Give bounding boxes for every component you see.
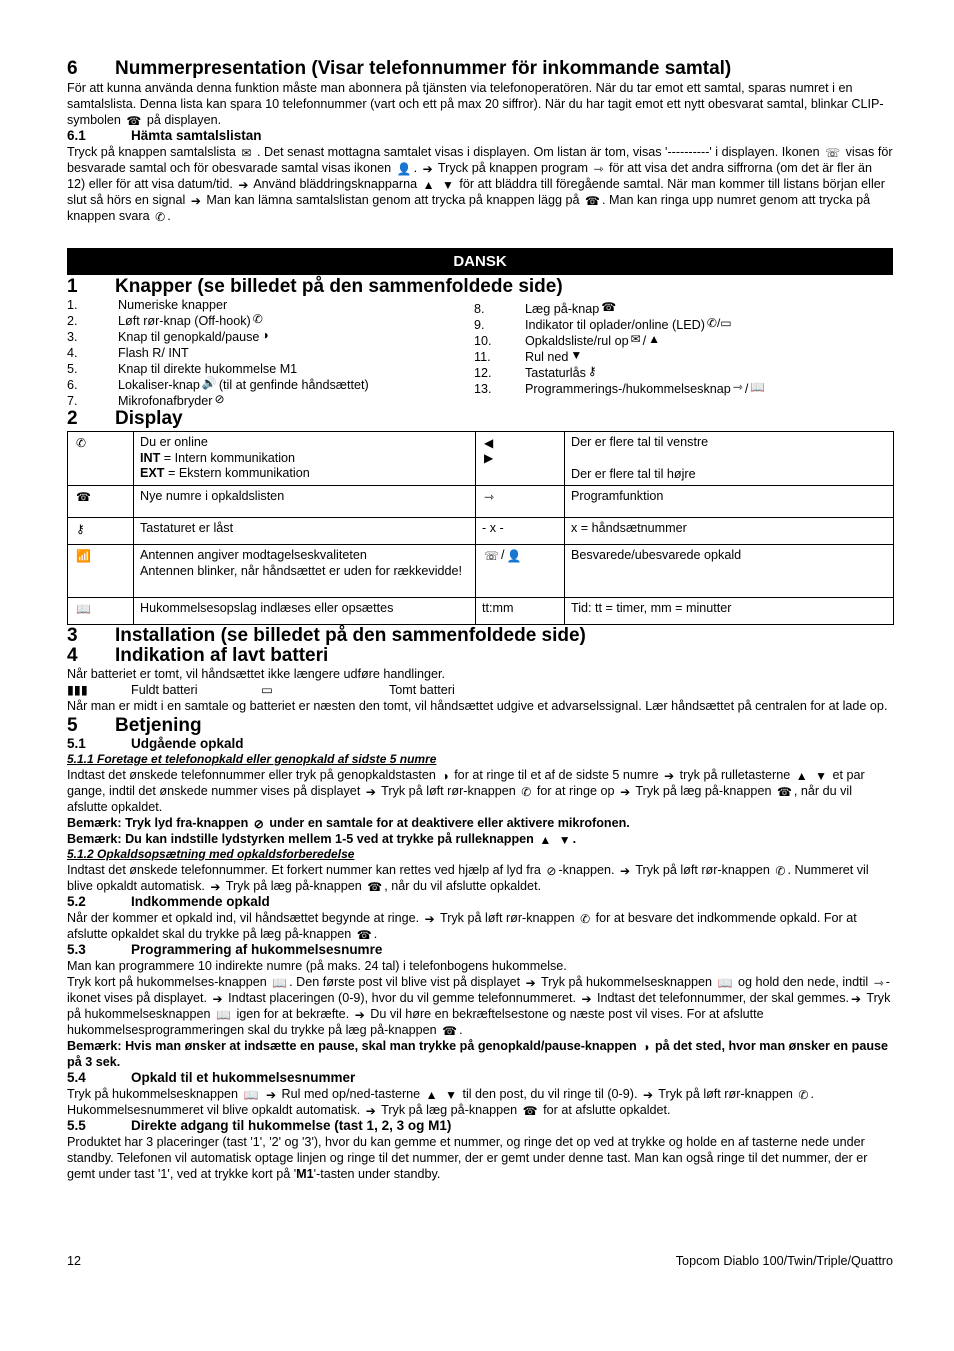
item-label: Numeriske knapper <box>118 298 228 312</box>
section-title: Udgående opkald <box>131 736 244 751</box>
redial-icon: ◑ <box>261 328 269 342</box>
offhook-icon: ✆ <box>252 312 263 326</box>
key-icon: ⚷ <box>76 521 85 536</box>
text: . Den første post vil blive vist på displayet <box>289 975 521 989</box>
text: . <box>459 1023 463 1037</box>
paragraph <box>67 1134 893 1182</box>
text: Man kan lämna samtalslistan genom att trycka på knappen lägg på <box>206 193 580 207</box>
down-triangle-icon: ▼ <box>445 1087 457 1102</box>
text: -ikonet vises på displayet. <box>67 975 890 1005</box>
text: . <box>413 161 418 175</box>
cell-text: = Ekstern kommunikation <box>164 466 310 480</box>
section-4-heading <box>67 646 893 666</box>
note <box>67 815 893 831</box>
person-icon: 👤 <box>506 548 522 563</box>
text: et par gange, indtil det ønskede nummer vises på displayet <box>67 768 865 798</box>
person-icon: 👤 <box>396 161 412 176</box>
section-title: Knapper (se billedet på den sammenfoldede side) <box>115 276 563 297</box>
book-icon: 📖 <box>750 380 766 394</box>
paragraph <box>67 862 893 894</box>
text: . Hukommelsesnummeret vil blive opkaldt automatisk. <box>67 1087 814 1117</box>
cell-text-bold: EXT <box>140 466 165 480</box>
item-number: 4. <box>67 346 78 360</box>
program-icon: ⇾ <box>593 161 604 176</box>
telephone-icon: ☎ <box>126 113 142 128</box>
list-item <box>474 317 881 333</box>
cell-text: / <box>501 548 505 562</box>
arrow-right-icon: ➔ <box>238 177 249 192</box>
battery-label: Tomt batteri <box>389 683 455 697</box>
table-row <box>68 432 894 486</box>
down-triangle-icon: ▼ <box>815 768 828 783</box>
envelope-icon: ✉ <box>630 332 641 346</box>
list-item <box>67 377 474 393</box>
battery-full-icon: ▮▮▮ <box>67 683 88 697</box>
mute-icon: ⊘ <box>546 863 557 878</box>
language-bar: DANSK <box>67 248 893 275</box>
arrow-right-icon: ➔ <box>581 991 592 1006</box>
document-page <box>67 58 893 1182</box>
down-triangle-icon: ▼ <box>442 177 454 192</box>
section-5-5-heading <box>67 1118 893 1134</box>
mute-icon: ⊘ <box>253 816 264 831</box>
table-cell: Tastaturet er låst <box>134 518 476 545</box>
table-cell <box>565 432 894 486</box>
paragraph <box>67 1086 893 1118</box>
paragraph: Når man er midt i en samtale og batteriet er næsten den tomt, vil håndsættet udgive et advarselssignal. Lær håndsættet på centralen for at lade op. <box>67 699 888 713</box>
up-triangle-icon: ▲ <box>425 1087 438 1102</box>
text: Bemærk: Hvis man ønsker at indsætte en pause, skal man trykke på genopkald/pause-knappen <box>67 1039 637 1053</box>
section-2-heading <box>67 409 893 429</box>
text: og hold den nede, indtil <box>737 975 869 989</box>
list-item <box>67 361 474 377</box>
item-number: 11. <box>474 350 491 364</box>
text: . <box>572 832 577 846</box>
paragraph <box>67 974 893 1038</box>
item-label: Programmerings-/hukommelsesknap <box>525 382 731 396</box>
item-label: Tastaturlås <box>525 366 586 380</box>
section-number: 6 <box>67 58 78 79</box>
item-number: 10. <box>474 334 492 348</box>
list-item <box>474 301 881 317</box>
section-number: 4 <box>67 645 78 666</box>
text: för att visa det andra siffrorna (om det är fler än 12) eller för att visa datum/tid. <box>67 161 872 191</box>
offhook-icon: ✆ <box>798 1087 809 1102</box>
section-title: Display <box>115 408 183 429</box>
text: for at ringe op <box>536 784 615 798</box>
arrow-right-icon: ➔ <box>851 991 862 1006</box>
section-title: Opkald til et hukommelsesnummer <box>131 1070 356 1085</box>
subsection-heading: 5.1.1 Foretage et telefonopkald eller genopkald af sidste 5 numre <box>67 752 437 766</box>
table-cell <box>68 486 134 518</box>
list-item: 10. Opkaldsliste/rul op ✉ / ▲ <box>474 332 661 348</box>
section-5-2-heading <box>67 894 893 910</box>
section-5-1-heading <box>67 736 893 752</box>
table-cell: tt:mm <box>476 598 565 625</box>
section-5-4-heading <box>67 1070 893 1086</box>
text: Bemærk: Tryk lyd fra-knappen <box>67 816 249 830</box>
item-number: 3. <box>67 330 78 344</box>
section-title: Installation (se billedet på den sammenfoldede side) <box>115 625 586 646</box>
section-3-heading <box>67 626 893 646</box>
text: på det sted, hvor man ønsker en pause på 3 sek. <box>67 1039 889 1069</box>
item-label: Rul ned <box>525 350 569 364</box>
antenna-icon: 📶 <box>76 548 91 563</box>
arrow-right-icon: ➔ <box>365 784 376 799</box>
text: Tryck på knappen program <box>437 161 588 175</box>
table-cell <box>476 432 565 486</box>
paragraph <box>67 910 893 942</box>
item-number: 6. <box>67 378 78 392</box>
table-cell <box>68 518 134 545</box>
cell-text: Der er flere tal til højre <box>571 466 696 481</box>
program-icon: ⇾ <box>732 380 743 394</box>
paragraph <box>67 767 893 815</box>
section-title: Nummerpresentation (Visar telefonnummer för inkommande samtal) <box>115 58 732 79</box>
item-number: 7. <box>67 394 78 408</box>
table-cell: Programfunktion <box>565 486 894 518</box>
text: . Man kan ringa upp numret genom att trycka på knappen svara <box>67 193 871 223</box>
locate-icon: 🔊 <box>201 376 217 390</box>
text: Produktet har 3 placeringer (tast '1', '2' og '3'), hvor du kan gemme et nummer, og ringe det op ved at trykke og holde en af tasterne nede under standby. Telefonen vil automatisk optage linjen og ringe til det nummer, der er gemt under denne tast. Man kan også ringe til det nummer, der er gemt under tast '1', ved at trykke kort på ' <box>67 1135 868 1181</box>
section-number: 1 <box>67 276 78 297</box>
section-number: 3 <box>67 625 78 646</box>
person-call-icon: ☏ <box>825 145 841 160</box>
hangup-icon: ☎ <box>522 1103 538 1118</box>
item-number: 12. <box>474 366 492 380</box>
hangup-icon: ☎ <box>601 300 617 314</box>
text: Använd bläddringsknapparna <box>253 177 418 191</box>
section-5-heading <box>67 716 893 736</box>
item-number: 13. <box>474 382 492 396</box>
hangup-icon: ☎ <box>356 927 372 942</box>
table-cell <box>68 432 134 486</box>
list-item <box>474 349 881 365</box>
list-item <box>474 365 881 381</box>
section-number: 5.5 <box>67 1118 86 1133</box>
text: under en samtale for at deaktivere eller aktivere mikrofonen. <box>269 816 630 830</box>
redial-icon: ◑ <box>441 768 449 783</box>
text: -knappen. <box>558 863 615 877</box>
section-title: Programmering af hukommelsesnumre <box>131 942 383 957</box>
led-icon: ✆/▭ <box>706 316 732 330</box>
table-row <box>68 518 894 545</box>
section-number: 2 <box>67 408 78 429</box>
text: för att bläddra till föregående samtal. När man kommer till listans början eller slut så hörs en signal <box>67 177 885 207</box>
offhook-icon: ✆ <box>775 863 786 878</box>
arrow-right-icon: ➔ <box>619 863 631 878</box>
arrow-right-icon: ➔ <box>664 768 675 783</box>
paragraph: Man kan programmere 10 indirekte numre (på maks. 24 tal) i telefonbogens hukommelse. <box>67 959 567 973</box>
section-number: 5 <box>67 715 78 736</box>
hangup-icon: ☎ <box>585 193 600 208</box>
table-cell: Nye numre i opkaldslisten <box>134 486 476 518</box>
text: Tryk på løft rør-knappen <box>658 1087 793 1101</box>
text: Indtast det ønskede telefonnummer. Et forkert nummer kan rettes ved hjælp af lyd fra <box>67 863 541 877</box>
text: Tryk på læg på-knappen <box>225 879 362 893</box>
text: tryk på rulletasterne <box>679 768 791 782</box>
cell-text: Antennen blinker, når håndsættet er uden for rækkevidde! <box>140 563 463 578</box>
hangup-icon: ☎ <box>776 784 792 799</box>
offhook-icon: ✆ <box>521 784 532 799</box>
cell-text-bold: INT <box>140 450 161 465</box>
text: Tryk kort på hukommelses-knappen <box>67 975 267 989</box>
table-cell <box>68 598 134 625</box>
section-title: Direkte adgang til hukommelse (tast 1, 2, 3 og M1) <box>131 1118 452 1133</box>
arrow-right-icon: ➔ <box>422 161 433 176</box>
item-label: Mikrofonafbryder <box>118 394 213 408</box>
person-call-icon: ☏ <box>484 548 500 563</box>
text: Tryk på hukommelsesknappen <box>67 991 891 1021</box>
section-5-3-heading <box>67 942 893 958</box>
text: visas för besvarade samtal och för obesvarade samtal visas ikonen <box>67 145 893 175</box>
table-cell <box>134 545 476 598</box>
program-icon: ⇾ <box>873 975 884 990</box>
section-number: 6.1 <box>67 128 86 143</box>
item-label: Læg på-knap <box>525 302 600 316</box>
paragraph: Når batteriet er tomt, vil håndsættet ikke længere udføre handlinger. <box>67 667 446 681</box>
item-number: 8. <box>474 302 485 316</box>
hangup-icon: ☎ <box>367 879 383 894</box>
book-icon: 📖 <box>717 975 733 990</box>
up-triangle-icon: ▲ <box>648 332 661 346</box>
table-cell <box>134 432 476 486</box>
note <box>67 1038 893 1070</box>
text: Tryk på læg på-knappen <box>635 784 772 798</box>
text: För att kunna använda denna funktion måste man abonnera på tjänsten via telefonoperatören. När du tar emot ett samtal, sparas numret i en samtalslista. Denna lista kan spara 10 telefonnummer (vart och ett på max 20 siffror). När du har tagit emot ett nytt obesvarat samtal, blinkar CLIP-symbolen <box>67 81 884 127</box>
text: . Det senast mottagna samtalet visas i displayen. Om listan är tom, visas '----------' i displayen. Ikonen <box>256 145 820 159</box>
text: Tryk på hukommelsesknappen <box>541 975 713 989</box>
table-row <box>68 545 894 598</box>
text: for at afslutte opkaldet. <box>543 1103 671 1117</box>
envelope-icon: ✉ <box>241 145 252 160</box>
table-row <box>68 486 894 518</box>
up-triangle-icon: ▲ <box>539 832 552 847</box>
redial-icon: ◑ <box>642 1039 650 1054</box>
page-number: 12 <box>67 1254 82 1268</box>
battery-empty-icon: ▭ <box>261 683 273 697</box>
key-list-right <box>474 297 881 409</box>
table-cell: Besvarede/ubesvarede opkald <box>565 545 894 598</box>
list-item <box>67 313 474 329</box>
arrow-right-icon: ➔ <box>424 911 435 926</box>
text: Når der kommer et opkald ind, vil håndsættet begynde at ringe. <box>67 911 420 925</box>
mute-icon: ⊘ <box>214 392 225 406</box>
table-cell <box>476 545 565 598</box>
text: Rul med op/ned-tasterne <box>281 1087 421 1101</box>
table-cell: Tid: tt = timer, mm = minutter <box>565 598 894 625</box>
arrow-right-icon: ➔ <box>354 1007 365 1022</box>
arrow-right-icon: ➔ <box>365 1103 376 1118</box>
text: . <box>167 209 171 223</box>
item-number: 5. <box>67 362 78 376</box>
right-triangle-icon: ▶ <box>484 451 494 466</box>
book-icon: 📖 <box>216 1007 231 1022</box>
item-label: Knap til genopkald/pause <box>118 330 260 344</box>
text: . Nummeret vil blive opkaldt automatisk. <box>67 863 869 893</box>
section-number: 5.3 <box>67 942 86 957</box>
cell-text: Antennen angiver modtagelseskvaliteten <box>140 548 367 562</box>
item-label: Opkaldsliste/rul op <box>525 334 629 348</box>
section-title: Indikation af lavt batteri <box>115 645 329 666</box>
arrow-right-icon: ➔ <box>620 784 631 799</box>
down-triangle-icon: ▼ <box>558 832 571 847</box>
list-item <box>67 297 474 313</box>
item-label: Løft rør-knap (Off-hook) <box>118 314 251 328</box>
text: . <box>373 927 378 941</box>
text: Tryk på læg på-knappen <box>381 1103 518 1117</box>
text: Tryk på hukommelsesknappen <box>67 1087 239 1101</box>
note <box>67 831 893 847</box>
text: '-tasten under standby. <box>313 1167 441 1181</box>
text: Du vil høre en bekræftelsestone og næste post vil vises. For at afslutte hukommelsesprogrammeringen skal du trykke på læg på-knappen <box>67 1007 764 1037</box>
text-bold: M1 <box>296 1167 314 1181</box>
key-list <box>67 297 893 409</box>
table-cell: x = håndsætnummer <box>565 518 894 545</box>
item-label: Flash R/ INT <box>118 346 189 360</box>
paragraph <box>67 80 893 128</box>
arrow-right-icon: ➔ <box>212 991 223 1006</box>
item-number: 1. <box>67 298 78 312</box>
book-icon: 📖 <box>76 601 91 616</box>
section-1-heading <box>67 277 893 297</box>
arrow-right-icon: ➔ <box>210 879 221 894</box>
item-label: Knap til direkte hukommelse M1 <box>118 362 298 376</box>
cell-text: Der er flere tal til venstre <box>571 435 709 449</box>
paragraph <box>67 144 893 224</box>
text: Tryk på løft rør-knappen <box>635 863 770 877</box>
text: for at ringe til et af de sidste 5 numre <box>454 768 659 782</box>
text: Indtast det ønskede telefonnummer eller tryk på genopkaldstasten <box>67 768 436 782</box>
arrow-right-icon: ➔ <box>525 975 536 990</box>
section-number: 5.4 <box>67 1070 86 1085</box>
key-list-left <box>67 297 474 409</box>
telephone-icon: ☎ <box>76 489 91 504</box>
text: for at besvare det indkommende opkald. For at afslutte opkaldet skal du trykke på læg på-knappen <box>67 911 857 941</box>
text: , når du vil afslutte opkaldet. <box>67 784 853 814</box>
list-item: 13. Programmerings-/hukommelsesknap ⇾ / 📖 <box>474 380 766 396</box>
text: Tryk på løft rør-knappen <box>381 784 516 798</box>
section-6-heading <box>67 58 893 80</box>
arrow-right-icon: ➔ <box>642 1087 654 1102</box>
table-cell <box>68 545 134 598</box>
left-triangle-icon: ◀ <box>484 435 494 450</box>
table-cell: Hukommelsesopslag indlæses eller opsættes <box>134 598 476 625</box>
display-table <box>67 431 894 625</box>
section-title: Indkommende opkald <box>131 894 270 909</box>
section-6-1-heading <box>67 128 893 144</box>
text: , når du vil afslutte opkaldet. <box>384 879 542 893</box>
item-label: (til at genfinde håndsættet) <box>218 378 369 392</box>
item-label: Lokaliser-knap <box>118 378 200 392</box>
offhook-icon: ✆ <box>155 209 166 224</box>
cell-text: = Intern kommunikation <box>160 450 296 465</box>
offhook-icon: ✆ <box>580 911 591 926</box>
text: Tryck på knappen samtalslista <box>67 145 236 159</box>
text: igen for at bekræfte. <box>236 1007 350 1021</box>
section-number: 5.2 <box>67 894 86 909</box>
text: Tryk på løft rør-knappen <box>439 911 575 925</box>
item-label: Indikator til oplader/online (LED) <box>525 318 705 332</box>
table-cell: - x - <box>476 518 565 545</box>
down-triangle-icon: ▼ <box>570 348 583 362</box>
program-icon: ⇾ <box>484 489 495 504</box>
text: Bemærk: Du kan indstille lydstyrken mellem 1-5 ved at trykke på rulleknappen <box>67 832 534 846</box>
book-icon: 📖 <box>243 1087 259 1102</box>
table-row <box>68 598 894 625</box>
key-icon: ⚷ <box>587 364 597 378</box>
page-footer <box>67 1253 893 1269</box>
table-cell <box>476 486 565 518</box>
cell-text: Du er online <box>140 435 208 449</box>
item-number: 9. <box>474 318 485 332</box>
text: Indtast placeringen (0-9), hvor du vil gemme telefonnummeret. <box>228 991 576 1005</box>
text: på displayen. <box>146 113 222 127</box>
arrow-right-icon: ➔ <box>190 193 201 208</box>
product-name: Topcom Diablo 100/Twin/Triple/Quattro <box>675 1254 893 1268</box>
section-number: 5.1 <box>67 736 86 751</box>
hangup-icon: ☎ <box>442 1023 458 1038</box>
up-triangle-icon: ▲ <box>795 768 808 783</box>
text: til den post, du vil ringe til (0-9). <box>462 1087 638 1101</box>
item-number: 2. <box>67 314 78 328</box>
section-title: Betjening <box>115 715 202 736</box>
subsection-heading: 5.1.2 Opkaldsopsætning med opkaldsforberedelse <box>67 847 355 861</box>
text: Indtast det telefonnummer, der skal gemmes. <box>597 991 850 1005</box>
book-icon: 📖 <box>272 975 288 990</box>
section-title: Hämta samtalslistan <box>131 128 262 143</box>
list-item <box>67 393 474 409</box>
offhook-icon: ✆ <box>76 435 87 450</box>
arrow-right-icon: ➔ <box>265 1087 277 1102</box>
battery-row <box>67 682 893 698</box>
up-triangle-icon: ▲ <box>422 177 435 192</box>
list-item <box>67 345 474 361</box>
list-item <box>67 329 474 345</box>
battery-label: Fuldt batteri <box>131 683 198 697</box>
